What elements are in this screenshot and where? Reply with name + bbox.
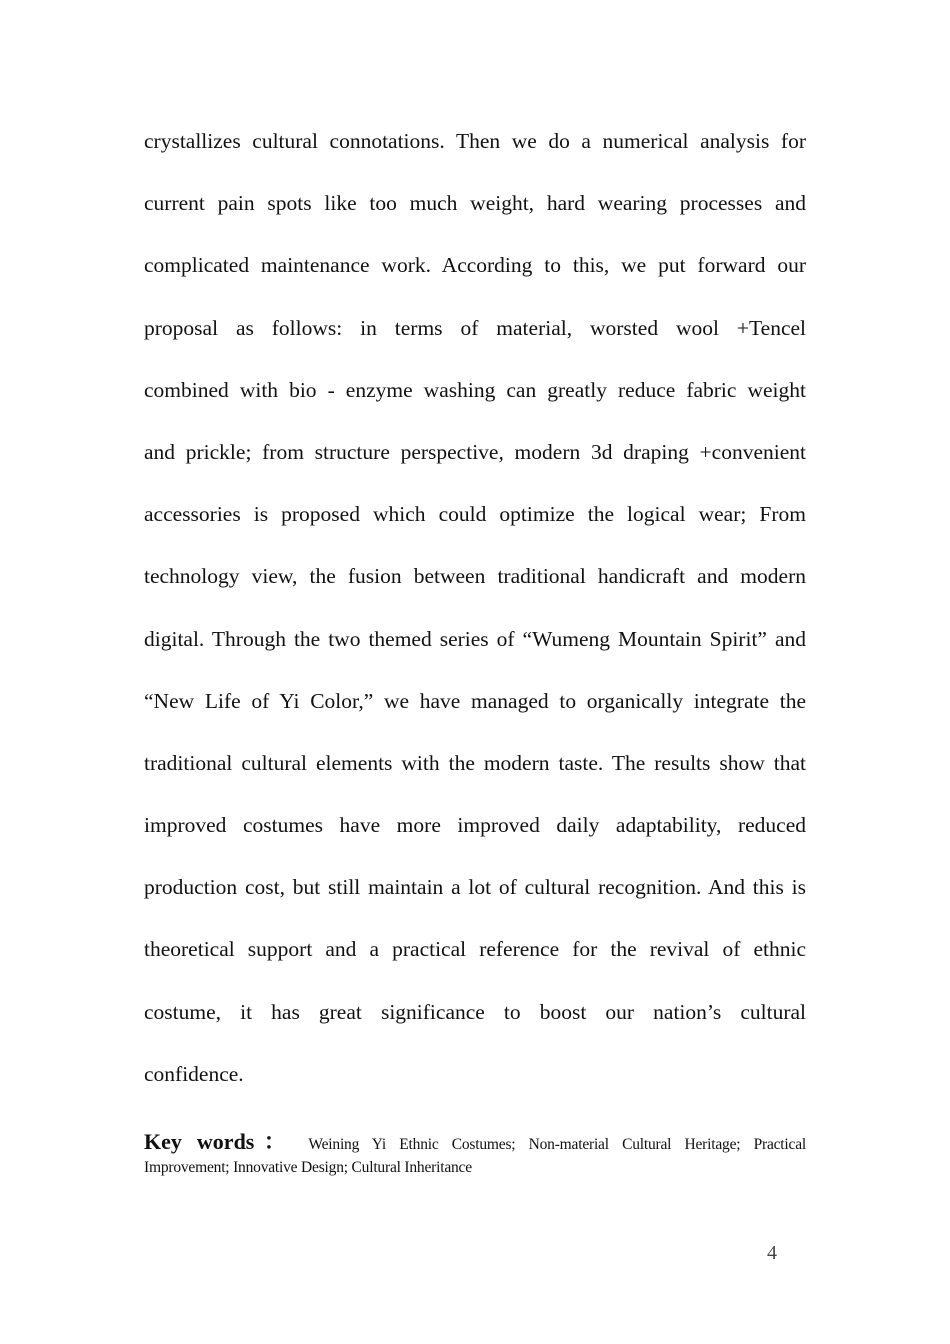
- body-line: traditional cultural elements with the modern taste. The results show that: [144, 750, 806, 775]
- abstract-body: [144, 113, 806, 1108]
- body-line: confidence.: [144, 1061, 244, 1086]
- body-line: complicated maintenance work. According to this, we put forward our: [144, 253, 806, 278]
- body-line: production cost, but still maintain a lot of cultural recognition. And this is: [144, 875, 806, 900]
- keywords-line-2: Improvement; Innovative Design; Cultural Inheritance: [144, 1159, 472, 1176]
- body-line: digital. Through the two themed series of “Wumeng Mountain Spirit” and: [144, 626, 806, 651]
- body-line: theoretical support and a practical reference for the revival of ethnic: [144, 937, 806, 962]
- keywords-line-1: Weining Yi Ethnic Costumes; Non-material Cultural Heritage; Practical: [308, 1136, 806, 1153]
- body-line: crystallizes cultural connotations. Then we do a numerical analysis for: [144, 129, 806, 153]
- body-line: accessories is proposed which could optimize the logical wear; From: [144, 502, 806, 527]
- body-line: current pain spots like too much weight, hard wearing processes and: [144, 191, 806, 216]
- keywords-label: Key words：: [144, 1129, 296, 1154]
- body-line: technology view, the fusion between traditional handicraft and modern: [144, 564, 806, 589]
- body-line: proposal as follows: in terms of material, worsted wool +Tencel: [144, 315, 806, 340]
- keywords-row: [144, 1130, 806, 1156]
- body-line: combined with bio - enzyme washing can greatly reduce fabric weight: [144, 377, 806, 402]
- body-line: improved costumes have more improved daily adaptability, reduced: [144, 813, 806, 838]
- body-line: and prickle; from structure perspective, modern 3d draping +convenient: [144, 439, 806, 464]
- page-number: 4: [767, 1242, 777, 1264]
- body-line: costume, it has great significance to boost our nation’s cultural: [144, 999, 806, 1024]
- keywords-section: [144, 1130, 806, 1179]
- body-line: “New Life of Yi Color,” we have managed to organically integrate the: [144, 688, 806, 713]
